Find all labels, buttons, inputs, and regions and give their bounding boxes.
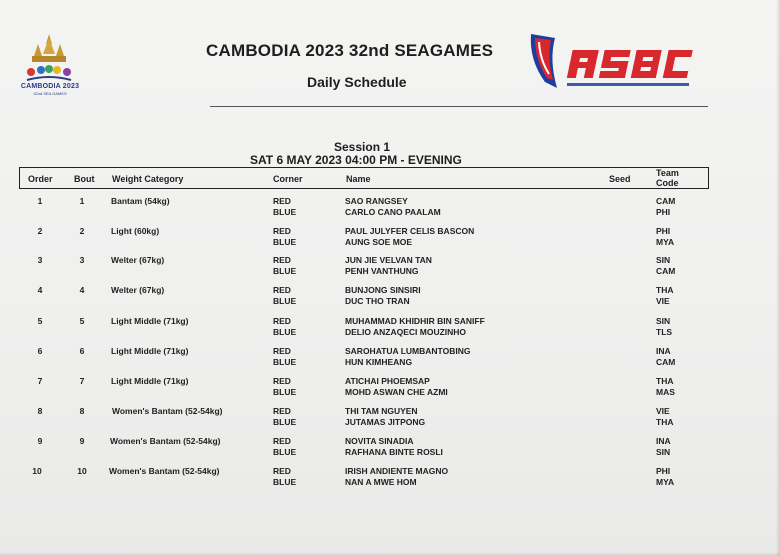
order-cell: 2 <box>37 226 43 236</box>
blue-team-cell: SIN <box>656 447 671 457</box>
blue-team-cell: THA <box>656 417 674 427</box>
red-corner-cell: RED <box>273 466 291 476</box>
order-cell: 8 <box>37 406 43 416</box>
red-name-cell: BUNJONG SINSIRI <box>345 285 421 295</box>
session-title: Session 1 <box>334 140 391 154</box>
blue-team-cell: VIE <box>656 296 670 306</box>
weight-cell: Bantam (54kg) <box>111 196 170 206</box>
red-name-cell: JUN JIE VELVAN TAN <box>345 255 432 265</box>
asbc-logo <box>527 30 702 94</box>
bout-cell: 10 <box>77 466 87 476</box>
weight-cell: Light Middle (71kg) <box>111 376 189 386</box>
cambodia-2023-logo <box>18 30 80 96</box>
weight-cell: Women's Bantam (52-54kg) <box>112 406 223 416</box>
table-row <box>0 285 780 315</box>
blue-name-cell: MOHD ASWAN CHE AZMI <box>345 387 448 397</box>
table-row <box>0 316 780 346</box>
bout-cell: 3 <box>79 255 85 265</box>
blue-corner-cell: BLUE <box>273 357 297 367</box>
red-team-cell: PHI <box>656 226 671 236</box>
red-team-cell: INA <box>656 436 671 446</box>
table-row <box>0 255 780 285</box>
red-name-cell: MUHAMMAD KHIDHIR BIN SANIFF <box>345 316 485 326</box>
table-row <box>0 406 780 436</box>
red-corner-cell: RED <box>273 436 291 446</box>
table-row <box>0 196 780 226</box>
table-row <box>0 226 780 256</box>
screen-edge-shadow-bottom <box>0 552 780 556</box>
cambodia-logo-text: CAMBODIA 2023 <box>20 83 80 90</box>
blue-corner-cell: BLUE <box>273 207 297 217</box>
bout-cell: 1 <box>79 196 85 206</box>
red-corner-cell: RED <box>273 376 291 386</box>
blue-team-cell: CAM <box>656 266 676 276</box>
column-team-code-line1: Team <box>656 168 679 178</box>
blue-name-cell: RAFHANA BINTE ROSLI <box>345 447 443 457</box>
page-title: CAMBODIA 2023 32nd SEAGAMES <box>206 41 494 60</box>
table-row <box>0 466 780 496</box>
bout-cell: 4 <box>79 285 85 295</box>
table-header <box>19 167 709 189</box>
weight-cell: Welter (67kg) <box>111 285 165 295</box>
blue-team-cell: CAM <box>656 357 676 367</box>
red-name-cell: ATICHAI PHOEMSAP <box>345 376 430 386</box>
red-corner-cell: RED <box>273 346 291 356</box>
order-cell: 5 <box>37 316 43 326</box>
red-name-cell: IRISH ANDIENTE MAGNO <box>345 466 449 476</box>
blue-corner-cell: BLUE <box>273 477 297 487</box>
blue-corner-cell: BLUE <box>273 417 297 427</box>
weight-cell: Welter (67kg) <box>111 255 165 265</box>
blue-team-cell: TLS <box>656 327 673 337</box>
red-name-cell: NOVITA SINADIA <box>345 436 414 446</box>
blue-corner-cell: BLUE <box>273 237 297 247</box>
red-corner-cell: RED <box>273 196 291 206</box>
page-subtitle: Daily Schedule <box>307 74 407 90</box>
blue-corner-cell: BLUE <box>273 296 297 306</box>
weight-cell: Light Middle (71kg) <box>111 346 189 356</box>
weight-cell: Light Middle (71kg) <box>111 316 189 326</box>
blue-corner-cell: BLUE <box>273 447 297 457</box>
cambodia-logo-subtitle: 32nd SEA GAMES <box>33 91 67 96</box>
red-team-cell: SIN <box>656 316 671 326</box>
table-row <box>0 346 780 376</box>
red-name-cell: THI TAM NGUYEN <box>345 406 418 416</box>
red-name-cell: SAROHATUA LUMBANTOBING <box>345 346 471 356</box>
blue-name-cell: AUNG SOE MOE <box>345 237 413 247</box>
order-cell: 1 <box>37 196 43 206</box>
bout-cell: 9 <box>79 436 85 446</box>
header-divider <box>210 106 708 107</box>
order-cell: 9 <box>37 436 43 446</box>
blue-name-cell: DUC THO TRAN <box>345 296 410 306</box>
red-corner-cell: RED <box>273 226 291 236</box>
blue-team-cell: MAS <box>656 387 675 397</box>
bout-cell: 6 <box>79 346 85 356</box>
blue-corner-cell: BLUE <box>273 327 297 337</box>
red-team-cell: SIN <box>656 255 671 265</box>
table-row <box>0 376 780 406</box>
red-corner-cell: RED <box>273 316 291 326</box>
bout-cell: 7 <box>79 376 85 386</box>
red-team-cell: THA <box>656 285 674 295</box>
blue-name-cell: PENH VANTHUNG <box>345 266 419 276</box>
order-cell: 3 <box>37 255 43 265</box>
red-team-cell: CAM <box>656 196 676 206</box>
angkor-temple-icon <box>18 30 80 84</box>
order-cell: 4 <box>37 285 43 295</box>
blue-team-cell: MYA <box>656 477 675 487</box>
blue-corner-cell: BLUE <box>273 266 297 276</box>
blue-name-cell: NAN A MWE HOM <box>345 477 417 487</box>
table-row <box>0 436 780 466</box>
blue-corner-cell: BLUE <box>273 387 297 397</box>
red-team-cell: INA <box>656 346 671 356</box>
order-cell: 7 <box>37 376 43 386</box>
bout-cell: 2 <box>79 226 85 236</box>
column-team-code-line2: Code <box>656 178 679 188</box>
column-bout: Bout <box>74 174 95 184</box>
weight-cell: Light (60kg) <box>111 226 160 236</box>
bout-cell: 5 <box>79 316 85 326</box>
red-team-cell: THA <box>656 376 674 386</box>
red-corner-cell: RED <box>273 285 291 295</box>
blue-team-cell: PHI <box>656 207 671 217</box>
column-order: Order <box>28 174 53 184</box>
order-cell: 10 <box>32 466 42 476</box>
session-datetime: SAT 6 MAY 2023 04:00 PM - EVENING <box>250 153 462 167</box>
blue-name-cell: DELIO ANZAQECI MOUZINHO <box>345 327 467 337</box>
asbc-icon <box>527 30 702 94</box>
column-weight-category: Weight Category <box>112 174 184 184</box>
red-name-cell: PAUL JULYFER CELIS BASCON <box>345 226 475 236</box>
order-cell: 6 <box>37 346 43 356</box>
blue-name-cell: HUN KIMHEANG <box>345 357 413 367</box>
blue-name-cell: CARLO CANO PAALAM <box>345 207 441 217</box>
weight-cell: Women's Bantam (52-54kg) <box>110 436 221 446</box>
red-corner-cell: RED <box>273 255 291 265</box>
screen-edge-shadow-right <box>776 0 780 556</box>
red-corner-cell: RED <box>273 406 291 416</box>
red-team-cell: PHI <box>656 466 671 476</box>
red-name-cell: SAO RANGSEY <box>345 196 408 206</box>
blue-team-cell: MYA <box>656 237 675 247</box>
blue-name-cell: JUTAMAS JITPONG <box>345 417 426 427</box>
weight-cell: Women's Bantam (52-54kg) <box>109 466 220 476</box>
bout-cell: 8 <box>79 406 85 416</box>
column-seed: Seed <box>609 174 631 184</box>
column-corner: Corner <box>273 174 303 184</box>
column-name: Name <box>346 174 371 184</box>
red-team-cell: VIE <box>656 406 670 416</box>
